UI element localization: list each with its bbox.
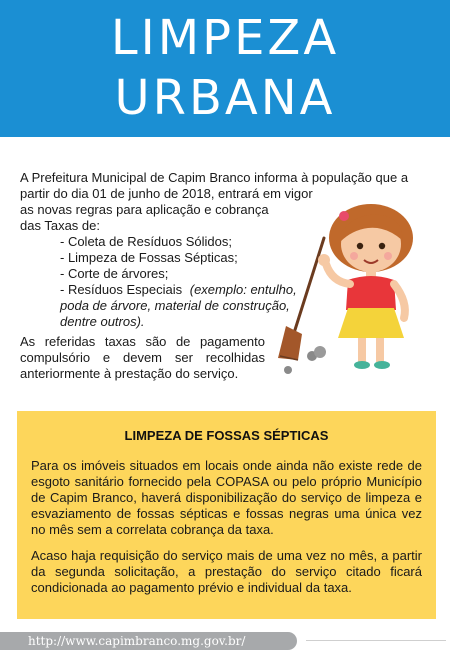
special-example: (exemplo: entulho, poda de árvore, material de construção, dentre outros). bbox=[60, 282, 297, 329]
list-item: - Limpeza de Fossas Sépticas; bbox=[60, 250, 238, 265]
title-line-1: LIMPEZA bbox=[110, 10, 340, 66]
list-item: - Corte de árvores; bbox=[60, 266, 169, 281]
header-banner bbox=[0, 0, 450, 137]
box-paragraph-2: Acaso haja requisição do serviço mais de uma vez no mês, a partir da segunda solicitação, a prestação do serviço citado ficará condicionada ao pagamento prévio e individual da taxa. bbox=[31, 548, 422, 595]
footer-bar bbox=[0, 632, 297, 650]
intro-text-1: A Prefeitura Municipal de Capim Branco informa à população que a partir do dia 01 de junho de 2018, entrará em vigor bbox=[20, 170, 409, 201]
septic-info-box bbox=[17, 411, 436, 619]
title-line-2: URBANA bbox=[114, 70, 336, 126]
tax-list bbox=[20, 234, 310, 330]
box-heading: LIMPEZA DE FOSSAS SÉPTICAS bbox=[124, 428, 329, 443]
footer-divider bbox=[306, 640, 446, 641]
list-item: - Coleta de Resíduos Sólidos; bbox=[60, 234, 232, 249]
list-item-special bbox=[60, 282, 310, 330]
website-link[interactable]: http://www.capimbranco.mg.gov.br/ bbox=[28, 634, 246, 648]
box-paragraph-1: Para os imóveis situados em locais onde ainda não existe rede de esgoto sanitário fornecido pela COPASA ou pelo próprio Município de Capim Branco, haverá disponibilização do serviço de limpeza e esvaziamento de fossas sépticas e fossas negras uma única vez no mês sem a correlata cobrança da taxa. bbox=[31, 458, 422, 537]
intro-text-2: as novas regras para aplicação e cobrança bbox=[20, 202, 269, 217]
girl-sweeping-icon bbox=[276, 198, 426, 378]
intro-text-3: das Taxas de: bbox=[20, 218, 100, 233]
list-item-label: - Resíduos Especiais bbox=[60, 282, 183, 297]
rules-paragraph: As referidas taxas são de pagamento compulsório e devem ser recolhidas anteriormente à prestação do serviço. bbox=[20, 334, 265, 381]
